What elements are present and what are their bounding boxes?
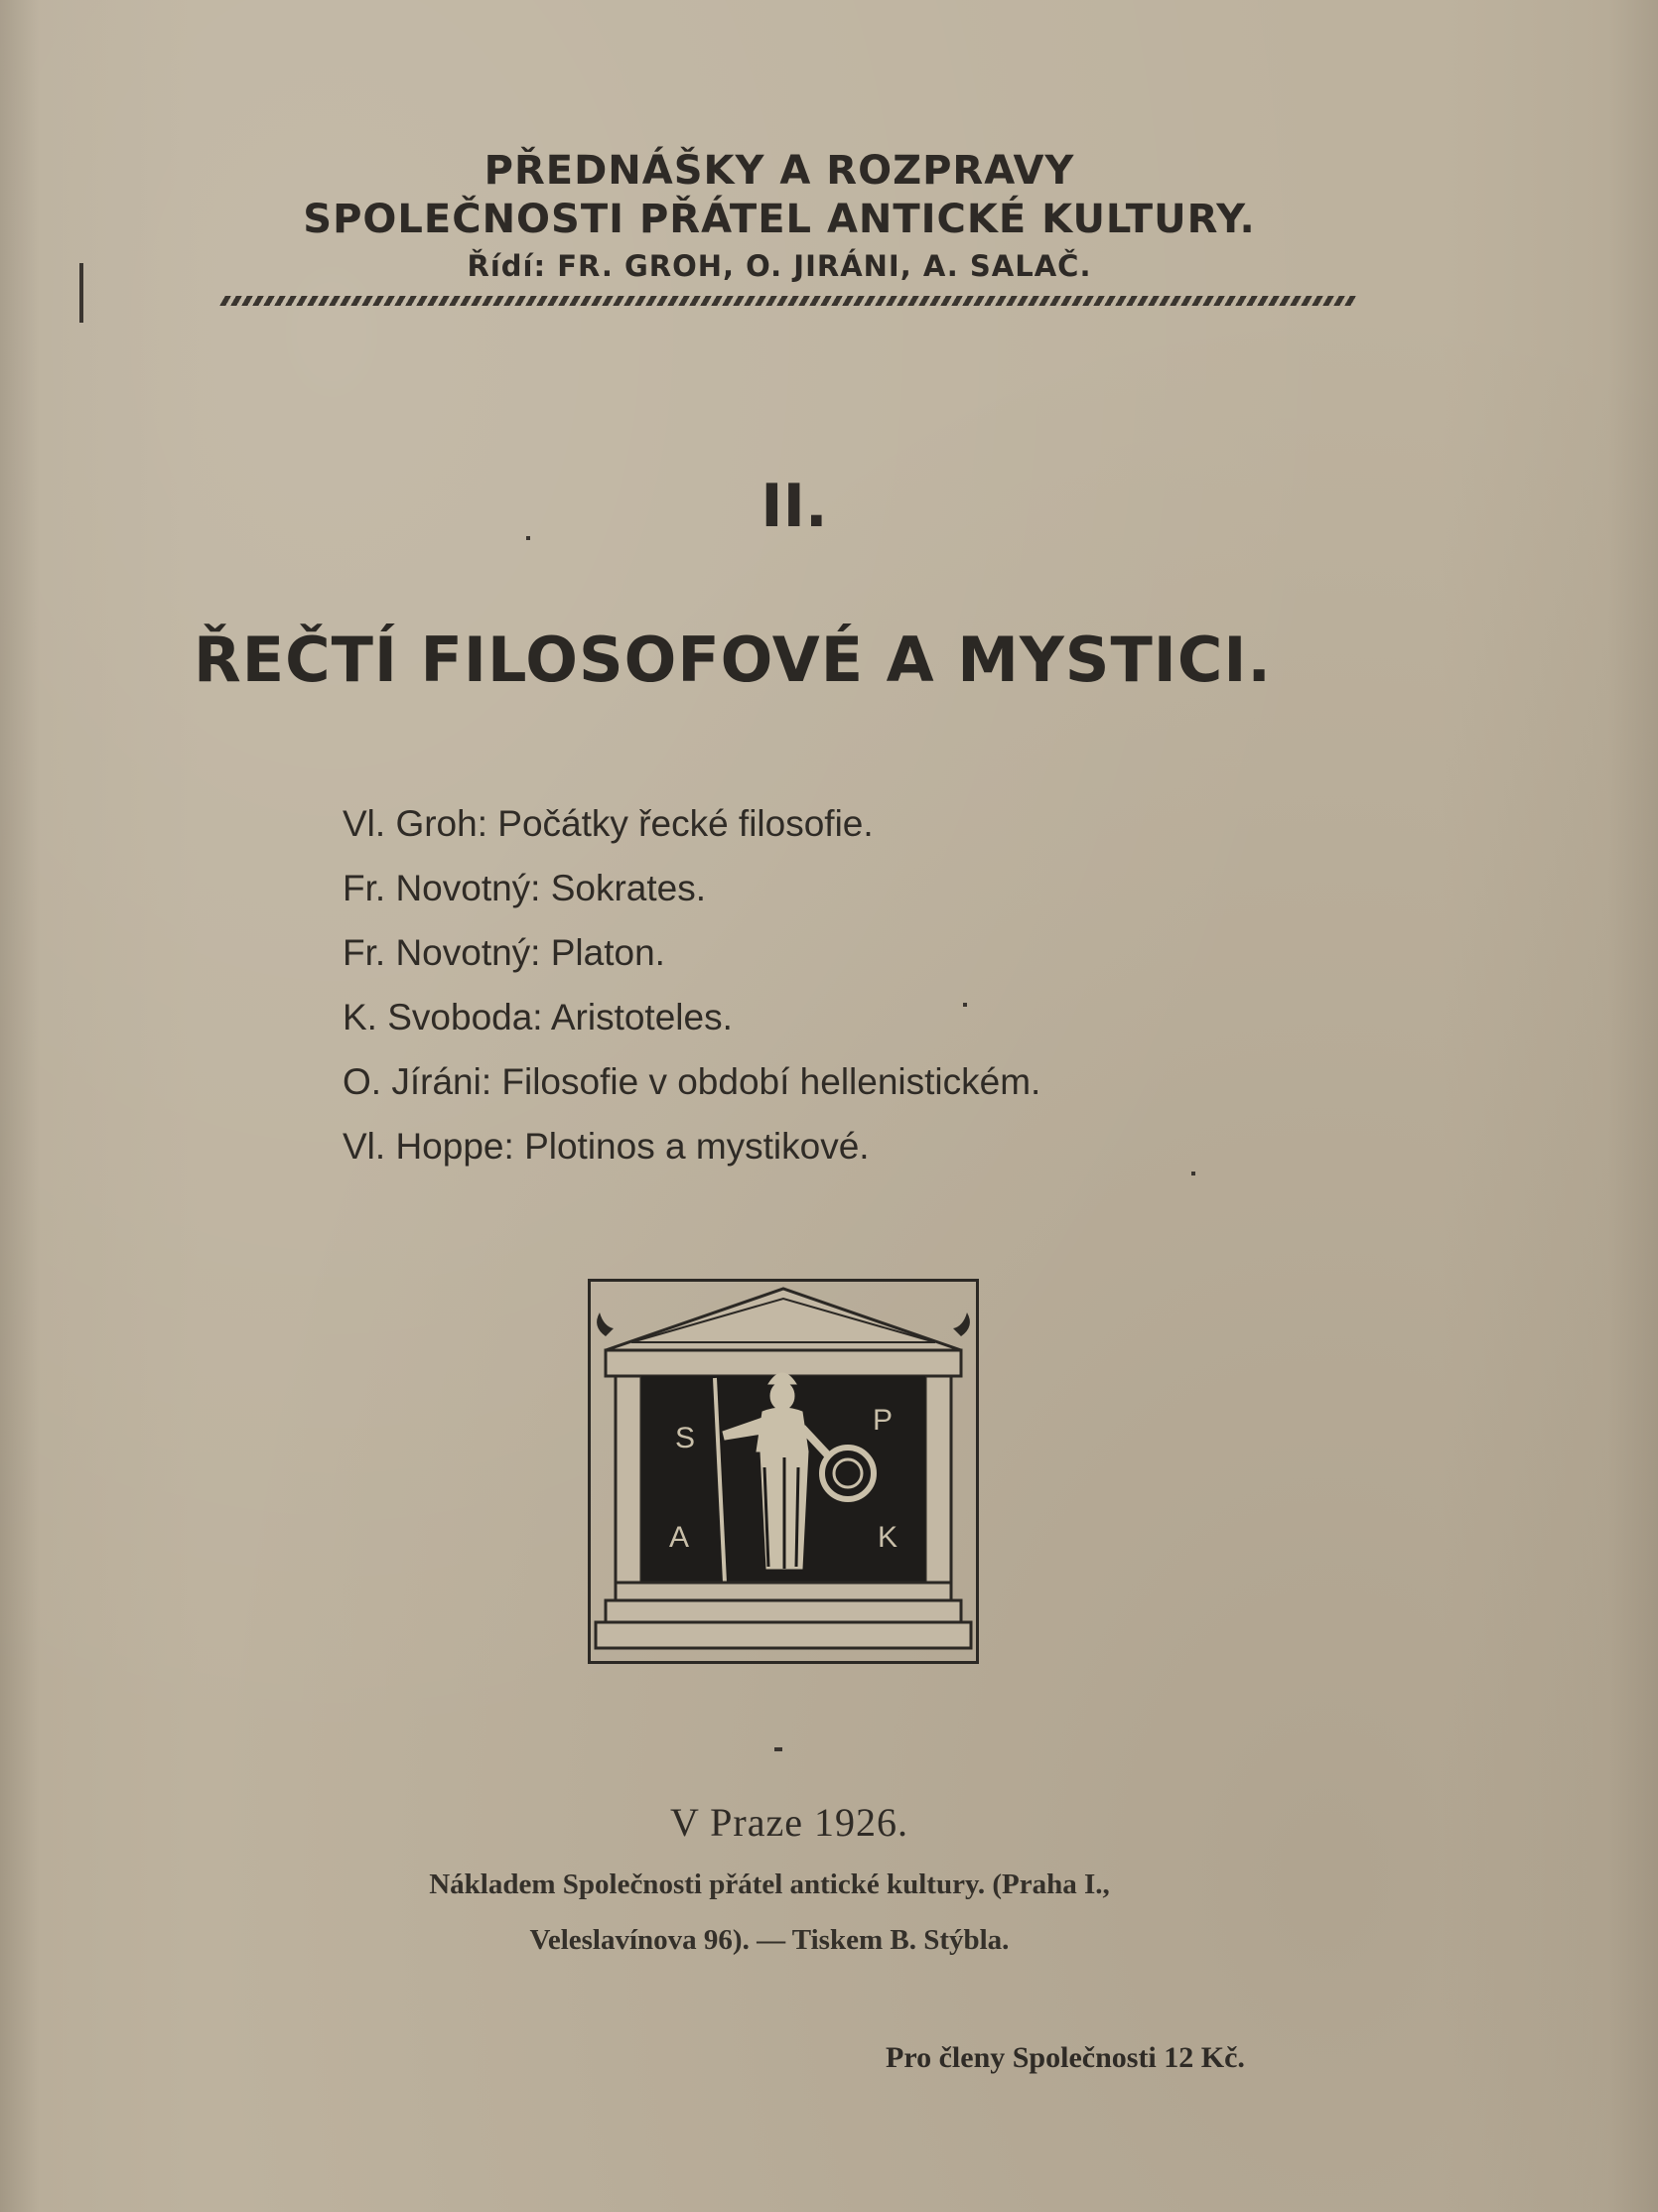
series-title-line1: PŘEDNÁŠKY A ROZPRAVY <box>484 148 1075 194</box>
ornamental-divider <box>219 296 1357 306</box>
contents-author: Fr. Novotný: <box>343 868 541 908</box>
contents-topic: Aristoteles. <box>550 997 733 1037</box>
contents-topic: Počátky řecké filosofie. <box>497 803 874 844</box>
contents-item <box>343 1049 1040 1114</box>
series-title-line2: SPOLEČNOSTI PŘÁTEL ANTICKÉ KULTURY. <box>303 197 1256 242</box>
contents-topic: Plotinos a mystikové. <box>524 1126 870 1167</box>
contents-item <box>343 1114 1040 1178</box>
contents-topic: Sokrates. <box>550 868 707 908</box>
contents-item <box>343 791 1040 856</box>
emblem-letter-a: A <box>669 1521 690 1554</box>
volume-number: II. <box>760 472 828 541</box>
contents-author: Vl. Hoppe: <box>343 1126 514 1167</box>
contents-item <box>343 856 1040 920</box>
price-note: Pro členy Společnosti 12 Kč. <box>886 2041 1245 2074</box>
contents-topic: Filosofie v období hellenistickém. <box>501 1061 1041 1102</box>
contents-item <box>343 920 1040 985</box>
contents-author: Vl. Groh: <box>343 803 487 844</box>
contents-author: O. Jíráni: <box>343 1061 492 1102</box>
contents-author: Fr. Novotný: <box>343 932 541 973</box>
place-and-year: V Praze 1926. <box>670 1800 908 1845</box>
emblem-letter-k: K <box>878 1521 898 1554</box>
contents-author: K. Svoboda: <box>343 997 543 1037</box>
contents-item <box>343 985 1040 1049</box>
series-editors: Řídí: FR. GROH, O. JIRÁNI, A. SALAČ. <box>467 249 1092 283</box>
imprint-line2: Veleslavínova 96). — Tiskem B. Stýbla. <box>529 1924 1010 1956</box>
series-header <box>0 147 1658 288</box>
contents-list <box>343 791 1040 1178</box>
imprint-line1: Nákladem Společnosti přátel antické kultury. (Praha I., <box>429 1868 1110 1900</box>
contents-topic: Platon. <box>550 932 665 973</box>
temple-athena-emblem-icon <box>588 1279 979 1664</box>
emblem-letter-p: P <box>873 1404 894 1437</box>
book-title: ŘEČTÍ FILOSOFOVÉ A MYSTICI. <box>194 623 1272 696</box>
emblem-letter-s: S <box>675 1422 696 1454</box>
imprint <box>0 1857 1598 1968</box>
